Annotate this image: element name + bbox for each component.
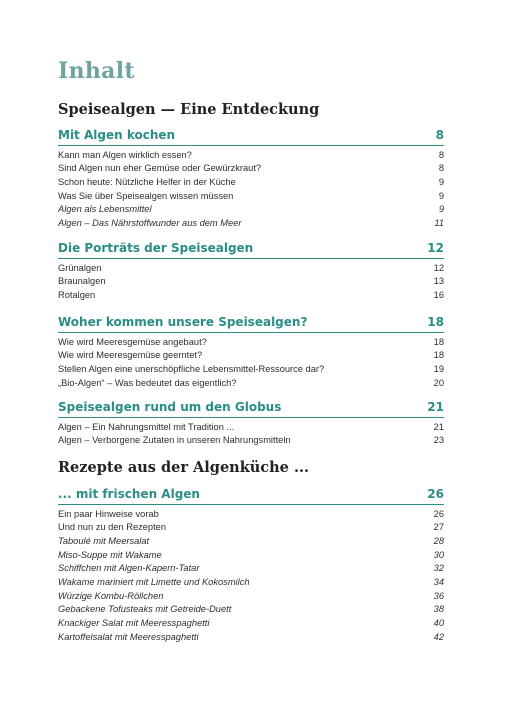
entry-page-number: 27 [433, 522, 444, 533]
toc-entry[interactable] [58, 349, 444, 362]
toc-entry[interactable] [58, 603, 444, 616]
chapter-heading[interactable] [58, 485, 444, 503]
entry-page-number: 42 [433, 631, 444, 642]
chapter-divider [58, 504, 444, 505]
entry-title: Sind Algen nun eher Gemüse oder Gewürzkraut? [58, 163, 262, 174]
toc-entry[interactable] [58, 589, 444, 602]
chapter-page-number: 18 [427, 315, 444, 329]
toc-entry[interactable] [58, 275, 444, 288]
entry-page-number: 32 [433, 563, 444, 574]
toc-entry[interactable] [58, 261, 444, 274]
entry-page-number: 11 [434, 218, 444, 228]
entry-title: Algen – Das Nährstoffwunder aus dem Meer [58, 218, 242, 228]
entry-page-number: 16 [433, 289, 444, 300]
entry-page-number: 26 [433, 508, 444, 519]
entry-title: Algen – Ein Nahrungsmittel mit Tradition ... [58, 421, 235, 432]
entry-title: Algen als Lebensmittel [58, 204, 152, 215]
toc-entry[interactable] [58, 534, 444, 547]
entry-title: Knackiger Salat mit Meeresspaghetti [58, 618, 210, 629]
chapter-title: ... mit frischen Algen [58, 487, 200, 501]
entry-title: Rotalgen [58, 289, 96, 300]
entry-title: Taboulé mit Meersalat [58, 535, 150, 546]
entry-title: Stellen Algen eine unerschöpfliche Lebensmittel-Ressource dar? [58, 363, 325, 374]
toc-entry[interactable] [58, 420, 444, 433]
entry-page-number: 18 [433, 336, 444, 347]
chapter-page-number: 8 [435, 128, 444, 142]
entry-page-number: 9 [438, 204, 444, 215]
entry-page-number: 21 [433, 421, 444, 432]
entry-page-number: 34 [433, 577, 444, 587]
toc-entry[interactable] [58, 576, 444, 589]
chapter-heading[interactable] [58, 313, 444, 331]
chapter-page-number: 12 [427, 241, 444, 255]
chapter-divider [58, 145, 444, 146]
entry-title: Algen – Verborgene Zutaten in unseren Nahrungsmitteln [58, 435, 291, 446]
entry-page-number: 18 [433, 350, 444, 361]
toc-entry[interactable] [58, 548, 444, 561]
toc-entry[interactable] [58, 148, 444, 161]
chapter-title: Die Porträts der Speisealgen [58, 241, 254, 255]
page-title: Inhalt [58, 58, 135, 84]
entry-page-number: 8 [438, 149, 444, 160]
toc-entry[interactable] [58, 617, 444, 630]
entry-title: Kann man Algen wirklich essen? [58, 149, 192, 160]
entry-title: Und nun zu den Rezepten [58, 522, 167, 533]
entry-title: Wie wird Meeresgemüse geerntet? [58, 350, 203, 361]
toc-entry[interactable] [58, 288, 444, 301]
entry-title: Wakame mariniert mit Limette und Kokosmilch [58, 577, 250, 587]
chapter-heading[interactable] [58, 398, 444, 416]
entry-page-number: 12 [433, 262, 444, 273]
entry-title: Miso-Suppe mit Wakame [58, 549, 162, 560]
entry-page-number: 36 [433, 590, 444, 601]
chapter-heading[interactable] [58, 239, 444, 257]
entry-page-number: 40 [433, 618, 444, 629]
toc-entry[interactable] [58, 376, 444, 389]
entry-title: „Bio-Algen“ – Was bedeutet das eigentlich? [58, 377, 237, 388]
entry-title: Kartoffelsalat mit Meeresspaghetti [58, 631, 199, 642]
entry-page-number: 19 [433, 363, 444, 374]
entry-title: Ein paar Hinweise vorab [58, 508, 159, 519]
entry-title: Braunalgen [58, 276, 106, 287]
entry-title: Schon heute: Nützliche Helfer in der Küche [58, 176, 236, 187]
chapter-title: Speisealgen rund um den Globus [58, 400, 282, 414]
entry-page-number: 20 [433, 377, 444, 388]
entry-title: Gebackene Tofusteaks mit Getreide-Duett [58, 604, 232, 615]
toc-entry[interactable] [58, 362, 444, 375]
entry-page-number: 30 [433, 549, 444, 560]
entry-page-number: 8 [438, 163, 444, 174]
entry-title: Schiffchen mit Algen-Kapern-Tatar [58, 563, 200, 574]
entry-page-number: 23 [433, 435, 444, 446]
entry-page-number: 9 [438, 176, 444, 187]
chapter-heading[interactable] [58, 126, 444, 144]
toc-entry[interactable] [58, 175, 444, 188]
part-heading: Speisealgen — Eine Entdeckung [58, 101, 320, 118]
toc-entry[interactable] [58, 162, 444, 175]
toc-entry[interactable] [58, 217, 444, 230]
toc-entry[interactable] [58, 630, 444, 643]
entry-page-number: 13 [433, 276, 444, 287]
entry-page-number: 28 [433, 535, 444, 546]
toc-entry[interactable] [58, 434, 444, 447]
chapter-divider [58, 258, 444, 259]
entry-page-number: 9 [438, 190, 444, 201]
chapter-title: Mit Algen kochen [58, 128, 176, 142]
toc-entry[interactable] [58, 521, 444, 534]
chapter-divider [58, 417, 444, 418]
toc-entry[interactable] [58, 335, 444, 348]
entry-title: Was Sie über Speisealgen wissen müssen [58, 190, 234, 201]
entry-title: Grünalgen [58, 262, 102, 273]
chapter-page-number: 21 [427, 400, 444, 414]
chapter-title: Woher kommen unsere Speisealgen? [58, 315, 308, 329]
entry-title: Würzige Kombu-Röllchen [58, 590, 164, 601]
toc-entry[interactable] [58, 189, 444, 202]
entry-page-number: 38 [433, 604, 444, 615]
chapter-page-number: 26 [427, 487, 444, 501]
toc-entry[interactable] [58, 203, 444, 216]
toc-entry[interactable] [58, 562, 444, 575]
part-heading: Rezepte aus der Algenküche ... [58, 459, 310, 476]
entry-title: Wie wird Meeresgemüse angebaut? [58, 336, 207, 347]
toc-entry[interactable] [58, 507, 444, 520]
chapter-divider [58, 332, 444, 333]
